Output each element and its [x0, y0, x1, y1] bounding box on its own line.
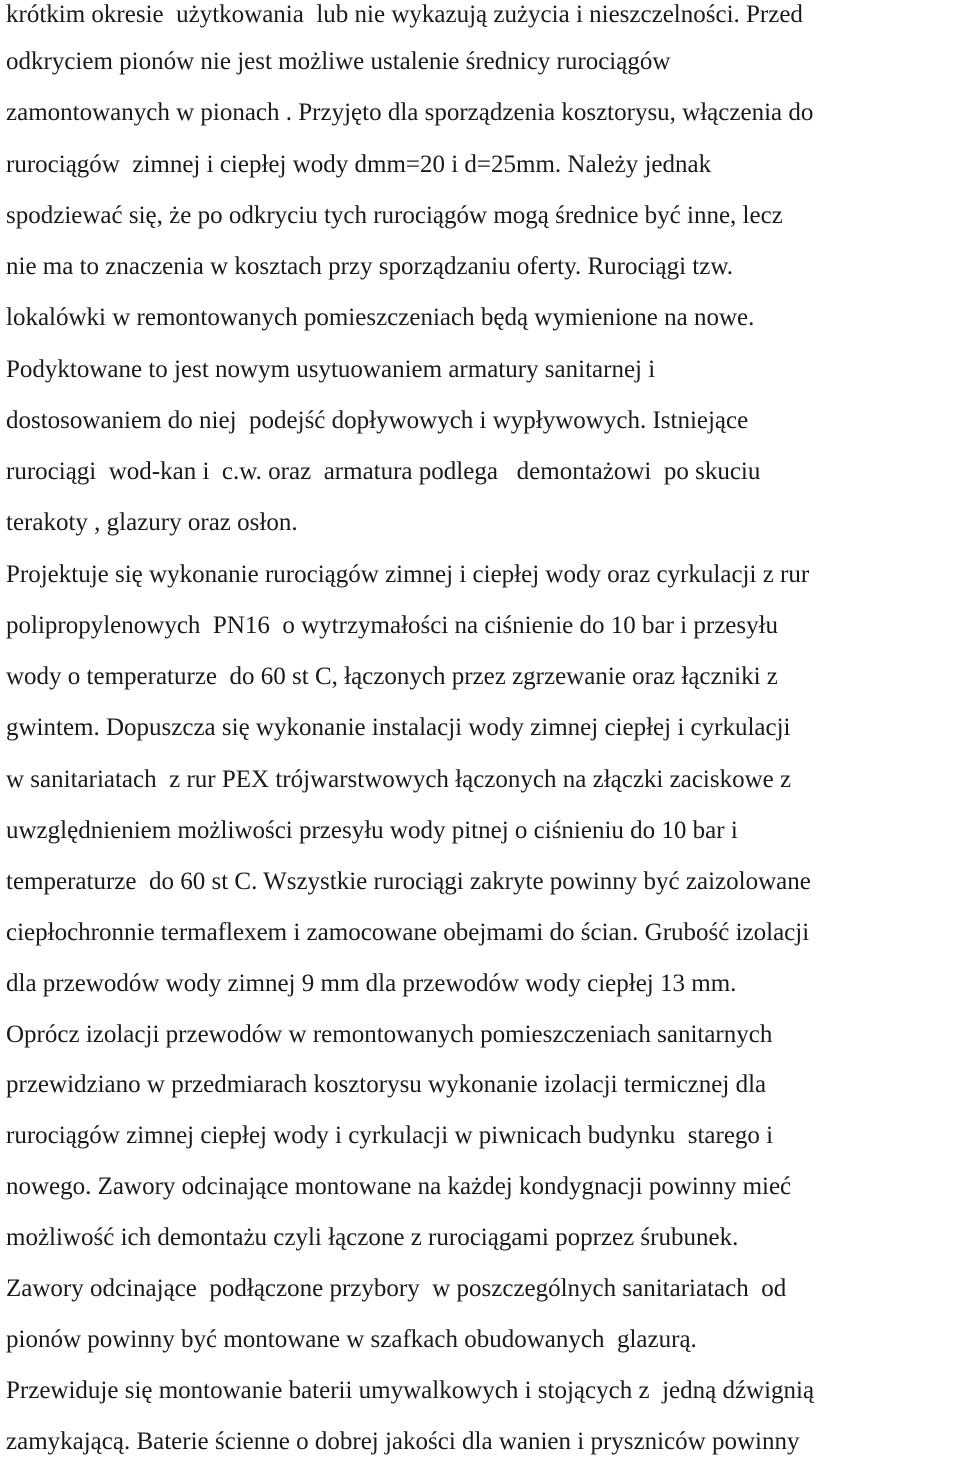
- text-line: nie ma to znaczenia w kosztach przy sporządzaniu oferty. Rurociągi tzw.: [6, 253, 734, 280]
- text-line: uwzględnieniem możliwości przesyłu wody pitnej o ciśnieniu do 10 bar i: [6, 817, 738, 844]
- text-line: dostosowaniem do niej podejść dopływowych i wypływowych. Istniejące: [6, 407, 749, 434]
- text-line: polipropylenowych PN16 o wytrzymałości na ciśnienie do 10 bar i przesyłu: [6, 612, 779, 639]
- document-page: [6, 0, 960, 1458]
- text-line: rurociągów zimnej ciepłej wody i cyrkulacji w piwnicach budynku starego i: [6, 1122, 774, 1149]
- text-line: Podyktowane to jest nowym usytuowaniem armatury sanitarnej i: [6, 356, 656, 383]
- text-line: wody o temperaturze do 60 st C, łączonych przez zgrzewanie oraz łączniki z: [6, 663, 778, 690]
- text-line: rurociągi wod-kan i c.w. oraz armatura podlega demontażowi po skuciu: [6, 458, 761, 485]
- text-line: Oprócz izolacji przewodów w remontowanych pomieszczeniach sanitarnych: [6, 1021, 773, 1048]
- text-line: Projektuje się wykonanie rurociągów zimnej i ciepłej wody oraz cyrkulacji z rur: [6, 561, 810, 588]
- text-line: możliwość ich demontażu czyli łączone z rurociągami poprzez śrubunek.: [6, 1224, 739, 1251]
- text-line: dla przewodów wody zimnej 9 mm dla przewodów wody ciepłej 13 mm.: [6, 970, 737, 997]
- text-line: terakoty , glazury oraz osłon.: [6, 509, 298, 536]
- text-line: przewidziano w przedmiarach kosztorysu wykonanie izolacji termicznej dla: [6, 1071, 767, 1098]
- text-line: krótkim okresie użytkowania lub nie wykazują zużycia i nieszczelności. Przed: [6, 1, 803, 28]
- text-line: rurociągów zimnej i ciepłej wody dmm=20 i d=25mm. Należy jednak: [6, 151, 712, 178]
- text-line: odkryciem pionów nie jest możliwe ustalenie średnicy rurociągów: [6, 48, 671, 75]
- text-line: zamontowanych w pionach . Przyjęto dla sporządzenia kosztorysu, włączenia do: [6, 99, 814, 126]
- text-line: gwintem. Dopuszcza się wykonanie instalacji wody zimnej ciepłej i cyrkulacji: [6, 714, 791, 741]
- text-line: spodziewać się, że po odkryciu tych rurociągów mogą średnice być inne, lecz: [6, 202, 783, 229]
- text-line: w sanitariatach z rur PEX trójwarstwowych łączonych na złączki zaciskowe z: [6, 766, 792, 793]
- text-line: nowego. Zawory odcinające montowane na każdej kondygnacji powinny mieć: [6, 1173, 792, 1200]
- text-line: Przewiduje się montowanie baterii umywalkowych i stojących z jedną dźwignią: [6, 1377, 815, 1404]
- text-line: temperaturze do 60 st C. Wszystkie rurociągi zakryte powinny być zaizolowane: [6, 868, 811, 895]
- text-line: lokalówki w remontowanych pomieszczeniach będą wymienione na nowe.: [6, 304, 755, 331]
- text-line: zamykającą. Baterie ścienne o dobrej jakości dla wanien i pryszniców powinny: [6, 1428, 800, 1455]
- text-line: Zawory odcinające podłączone przybory w poszczególnych sanitariatach od: [6, 1275, 787, 1302]
- text-line: ciepłochronnie termaflexem i zamocowane obejmami do ścian. Grubość izolacji: [6, 919, 810, 946]
- text-line: pionów powinny być montowane w szafkach obudowanych glazurą.: [6, 1326, 697, 1353]
